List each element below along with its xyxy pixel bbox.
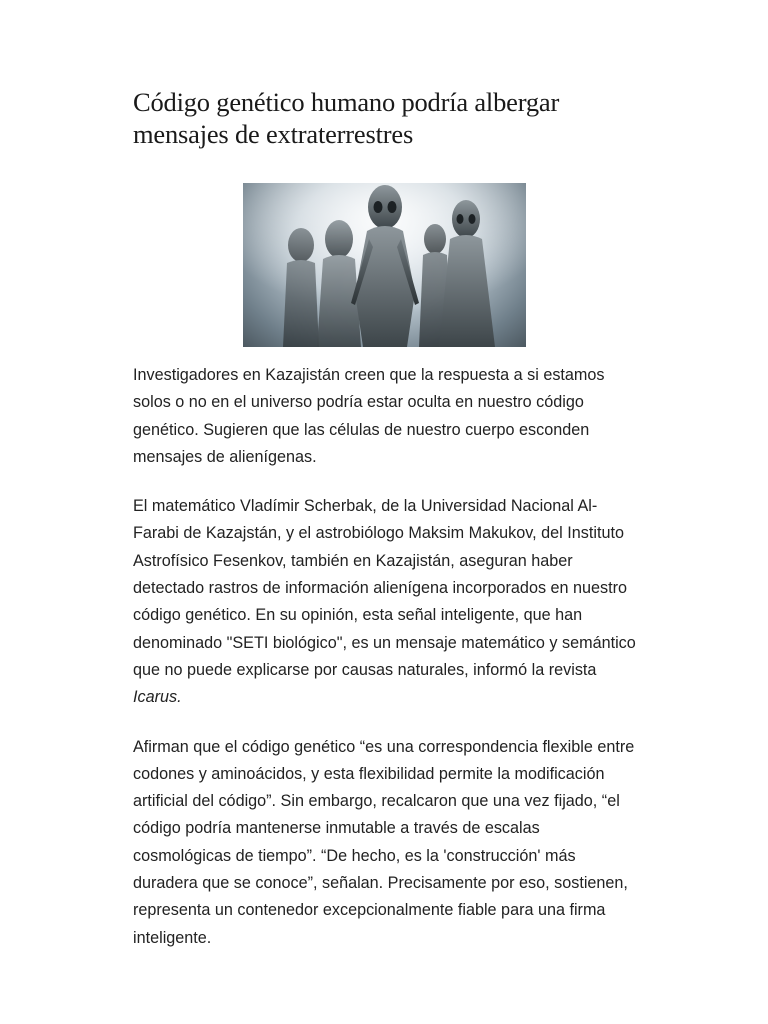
grey-aliens-illustration [243,183,526,347]
paragraph-1: Investigadores en Kazajistán creen que la respuesta a si estamos solos o no en el universo podría estar oculta en nuestro código genético. Sugieren que las células de nuestro cuerpo esconden mensajes de alienígenas. [133,366,605,466]
article-body [133,362,638,974]
paragraph-2-text: El matemático Vladímir Scherbak, de la Universidad Nacional Al-Farabi de Kazajstán, y el astrobiólogo Maksim Makukov, del Instituto Astrofísico Fesenkov, también en Kazajistán, aseguran haber detectado rastros de información alienígena incorporados en nuestro código genético. En su opinión, esta señal inteligente, que han denominado "SETI biológico", es un mensaje matemático y semántico que no puede explicarse por causas naturales, informó la revista [133,497,636,679]
journal-name: Icarus. [133,688,182,707]
article-title: Código genético humano podría albergar mensajes de extraterrestres [133,87,560,149]
article-image [243,183,526,347]
article [133,86,638,947]
alien-figure-far-left [283,228,319,347]
paragraph-3: Afirman que el código genético “es una correspondencia flexible entre codones y aminoácidos, y esta flexibilidad permite la modificación artificial del código”. Sin embargo, recalcaron que una vez fijado, “el código podría mantenerse inmutable a través de escalas cosmológicas de tiempo”. “De hecho, es la 'construcción' más duradera que se conoce”, señalan. Precisamente por eso, sostienen, representa un contenedor excepcionalmente fiable para una firma inteligente. [133,737,635,947]
paragraph-2 [133,493,638,711]
